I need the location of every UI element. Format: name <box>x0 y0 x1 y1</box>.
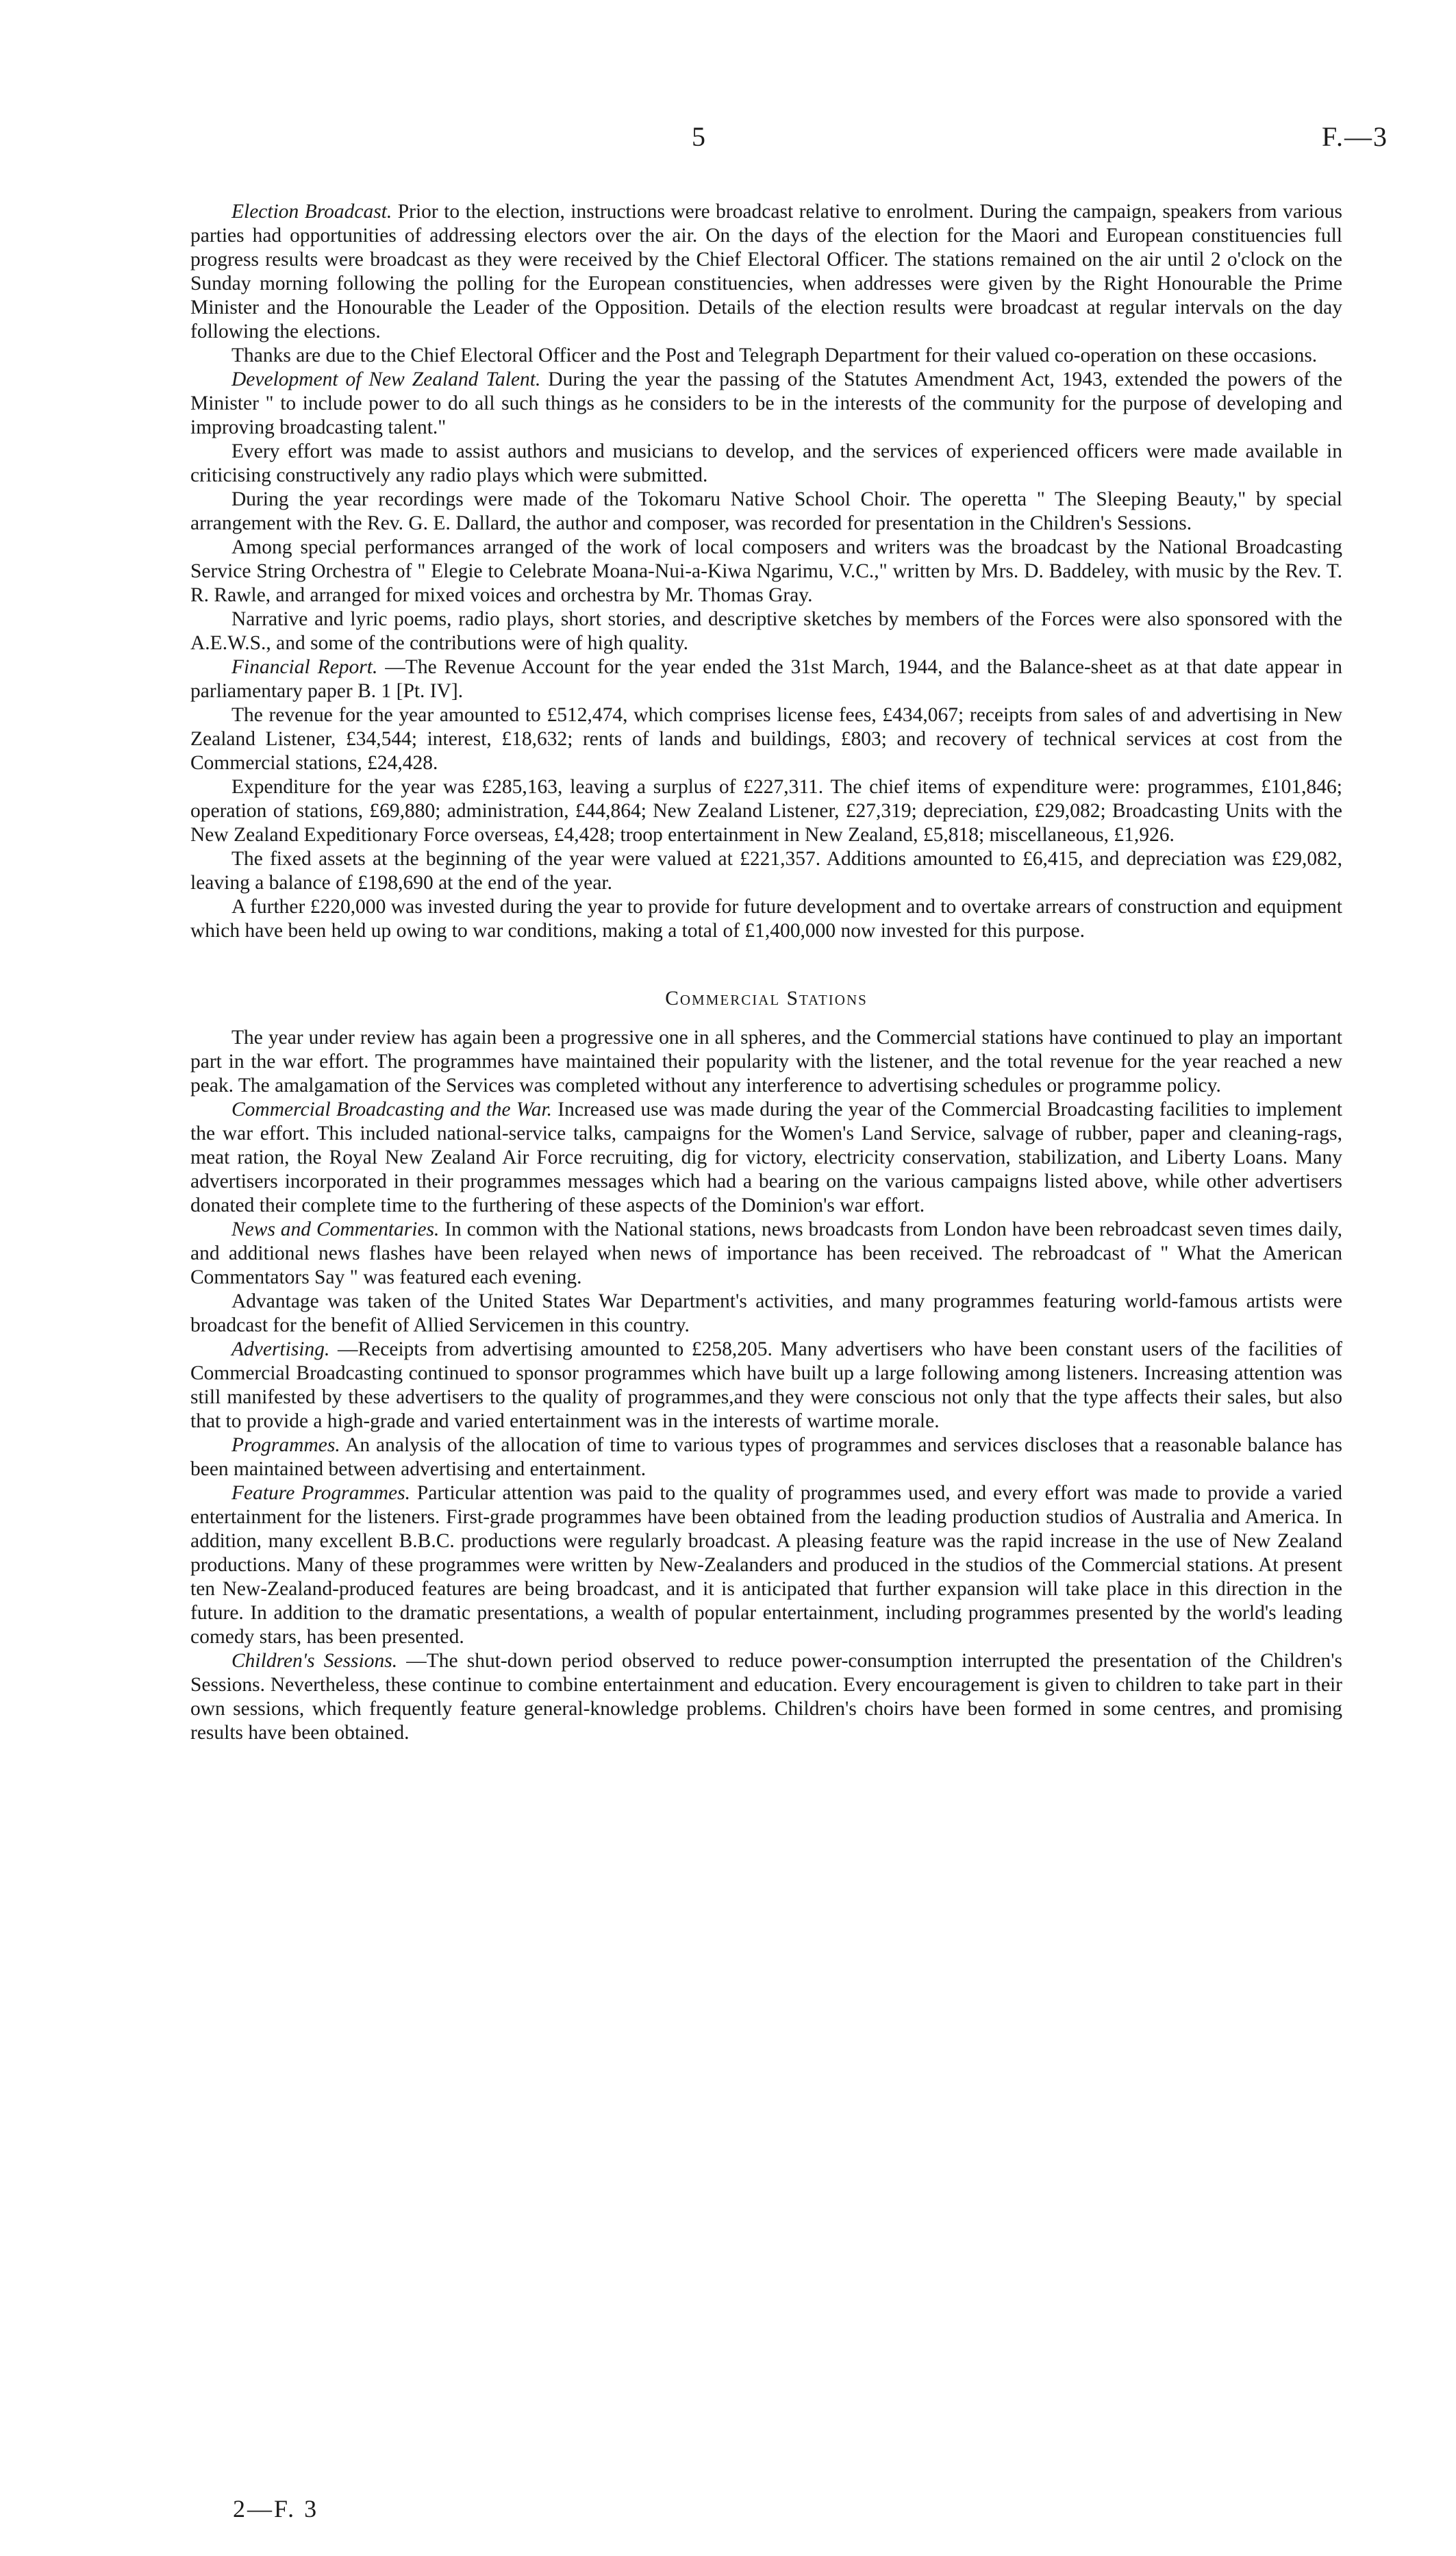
paragraph-text: —The shut-down period observed to reduce power-consumption interrupted the presentation of the Children's Sessions. Nevertheless, these continue to combine entertainment and education. Every encouragement is given to children to take part in their own sessions, which frequently feature general-knowledge problems. Children's choirs have been formed in some centres, and promising results have been obtained. <box>190 1650 1342 1744</box>
paragraph-text: The fixed assets at the beginning of the year were valued at £221,357. Additions amounted to £6,415, and depreciation was £29,082, leaving a balance of £198,690 at the end of the year. <box>190 848 1342 894</box>
paragraph-lead: Election Broadcast. <box>231 201 392 223</box>
paragraph-text: Advantage was taken of the United States War Department's activities, and many programmes featuring world-famous artists were broadcast for the benefit of Allied Servicemen in this country. <box>190 1290 1342 1336</box>
paragraph-text: Thanks are due to the Chief Electoral Officer and the Post and Telegraph Department for their valued co-operation on these occasions. <box>231 344 1318 366</box>
section-broadcasting <box>190 200 1342 943</box>
document-reference: F.—3 <box>1322 121 1389 152</box>
paragraph-lead: Commercial Broadcasting and the War. <box>231 1099 553 1120</box>
paragraph <box>190 703 1342 775</box>
paragraph <box>190 847 1342 895</box>
paragraph-text: During the year the passing of the Statutes Amendment Act, 1943, extended the powers of the Minister " to include power to do all such things as he considers to be in the interests of the community for the purpose of developing and improving broadcasting talent." <box>190 368 1343 438</box>
paragraph-lead: Financial Report. <box>231 656 378 678</box>
section-commercial-stations <box>190 1026 1342 1745</box>
paragraph-text: An analysis of the allocation of time to various types of programmes and services discloses that a reasonable balance has been maintained between advertising and entertainment. <box>190 1434 1342 1480</box>
paragraph-text: During the year recordings were made of the Tokomaru Native School Choir. The operetta " The Sleeping Beauty," by special arrangement with the Rev. G. E. Dallard, the author and composer, was recorded for presentation in the Children's Sessions. <box>190 488 1342 534</box>
paragraph <box>190 1481 1342 1649</box>
paragraph-text: —Receipts from advertising amounted to £258,205. Many advertisers who have been constant users of the facilities of Commercial Broadcasting continued to sponsor programmes which have built up a large following among listeners. Increasing attention was still manifested by these advertisers to the quality of programmes,and they were conscious not only that the type affects their sales, but also that to provide a high-grade and varied entertainment was in the interests of wartime morale. <box>190 1338 1342 1432</box>
paragraph <box>190 536 1342 607</box>
page-number: 5 <box>692 121 705 152</box>
paragraph <box>190 607 1342 655</box>
paragraph-lead: Advertising. <box>231 1338 330 1360</box>
section-title: Commercial Stations <box>665 988 868 1010</box>
paragraph-text: Narrative and lyric poems, radio plays, short stories, and descriptive sketches by members of the Forces were also sponsored with the A.E.W.S., and some of the contributions were of high quality. <box>190 608 1342 654</box>
paragraph <box>190 1026 1342 1098</box>
paragraph <box>190 775 1342 847</box>
paragraph <box>190 368 1342 440</box>
paragraph-lead: News and Commentaries. <box>231 1218 440 1240</box>
paragraph-lead: Children's Sessions. <box>231 1650 398 1672</box>
paragraph-text: Among special performances arranged of the work of local composers and writers was the broadcast by the National Broadcasting Service String Orchestra of " Elegie to Celebrate Moana-Nui-a-Kiwa Ngarimu, V.C.," written by Mrs. D. Baddeley, with music by the Rev. T. R. Rawle, and arranged for mixed voices and orchestra by Mr. Thomas Gray. <box>190 536 1342 606</box>
paragraph-lead: Programmes. <box>231 1434 340 1456</box>
paragraph <box>190 200 1342 344</box>
paragraph <box>190 1649 1342 1745</box>
sheet-signature: 2—F. 3 <box>233 2495 319 2522</box>
paragraph-lead: Feature Programmes. <box>231 1482 410 1504</box>
paragraph-text: The revenue for the year amounted to £512,474, which comprises license fees, £434,067; receipts from sales of and advertising in New Zealand Listener, £34,544; interest, £18,632; rents of lands and buildings, £803; and recovery of technical services at cost from the Commercial stations, £24,428. <box>190 704 1342 774</box>
paragraph <box>190 488 1342 536</box>
paragraph <box>190 1098 1342 1218</box>
paragraph-text: Particular attention was paid to the quality of programmes used, and every effort was made to provide a varied entertainment for the listeners. First-grade programmes have been obtained from the leading production studios of Australia and America. In addition, many excellent B.B.C. productions were regularly broadcast. A pleasing feature was the rapid increase in the use of New Zealand productions. Many of these programmes were written by New-Zealanders and produced in the studios of the Commercial stations. At present ten New-Zealand-produced features are being broadcast, and it is anticipated that further expansion will take place in this direction in the future. In addition to the dramatic presentations, a wealth of popular entertainment, including programmes presented by the world's leading comedy stars, has been presented. <box>190 1482 1342 1648</box>
paragraph <box>190 895 1342 943</box>
paragraph-text: A further £220,000 was invested during the year to provide for future development and to overtake arrears of construction and equipment which have been held up owing to war conditions, making a total of £1,400,000 now invested for this purpose. <box>190 896 1342 942</box>
paragraph <box>190 1433 1342 1481</box>
paragraph-text: Every effort was made to assist authors and musicians to develop, and the services of experienced officers were made available in criticising constructively any radio plays which were submitted. <box>190 440 1342 486</box>
document-body <box>190 200 1342 1745</box>
paragraph-text: The year under review has again been a progressive one in all spheres, and the Commercial stations have continued to play an important part in the war effort. The programmes have maintained their popularity with the listener, and the total revenue for the year reached a new peak. The amalgamation of the Services was completed without any interference to advertising schedules or programme policy. <box>190 1027 1342 1097</box>
paragraph <box>190 1338 1342 1433</box>
paragraph-text: Increased use was made during the year of the Commercial Broadcasting facilities to implement the war effort. This included national-service talks, campaigns for the Women's Land Service, salvage of rubber, paper and cleaning-rags, meat ration, the Royal New Zealand Air Force recruiting, dig for victory, electricity conservation, stabilization, and Liberty Loans. Many advertisers incorporated in their programmes messages which had a bearing on the various campaigns listed above, while other advertisers donated their complete time to the furthering of these aspects of the Dominion's war effort. <box>190 1099 1342 1216</box>
paragraph <box>190 655 1342 703</box>
paragraph <box>190 1290 1342 1338</box>
paragraph-lead: Development of New Zealand Talent. <box>231 368 541 390</box>
paragraph-text: —The Revenue Account for the year ended the 31st March, 1944, and the Balance-sheet as at that date appear in parliamentary paper B. 1 [Pt. IV]. <box>190 656 1342 702</box>
paragraph-text: Expenditure for the year was £285,163, leaving a surplus of £227,311. The chief items of expenditure were: programmes, £101,846; operation of stations, £69,880; administration, £44,864; New Zealand Listener, £27,319; depreciation, £29,082; Broadcasting Units with the New Zealand Expeditionary Force overseas, £4,428; troop entertainment in New Zealand, £5,818; miscellaneous, £1,926. <box>190 776 1342 846</box>
paragraph-text: In common with the National stations, news broadcasts from London have been rebroadcast seven times daily, and additional news flashes have been relayed when news of importance has been received. The rebroadcast of " What the American Commentators Say " was featured each evening. <box>190 1218 1342 1288</box>
paragraph <box>190 440 1342 488</box>
paragraph <box>190 1218 1342 1290</box>
paragraph-text: Prior to the election, instructions were broadcast relative to enrolment. During the campaign, speakers from various parties had opportunities of addressing electors over the air. On the days of the election for the Maori and European constituencies full progress results were broadcast as they were received by the Chief Electoral Officer. The stations remained on the air until 2 o'clock on the Sunday morning following the polling for the European constituencies, when addresses were given by the Right Honourable the Prime Minister and the Honourable the Leader of the Opposition. Details of the election results were broadcast at regular intervals on the day following the elections. <box>190 201 1342 342</box>
paragraph <box>190 344 1342 368</box>
